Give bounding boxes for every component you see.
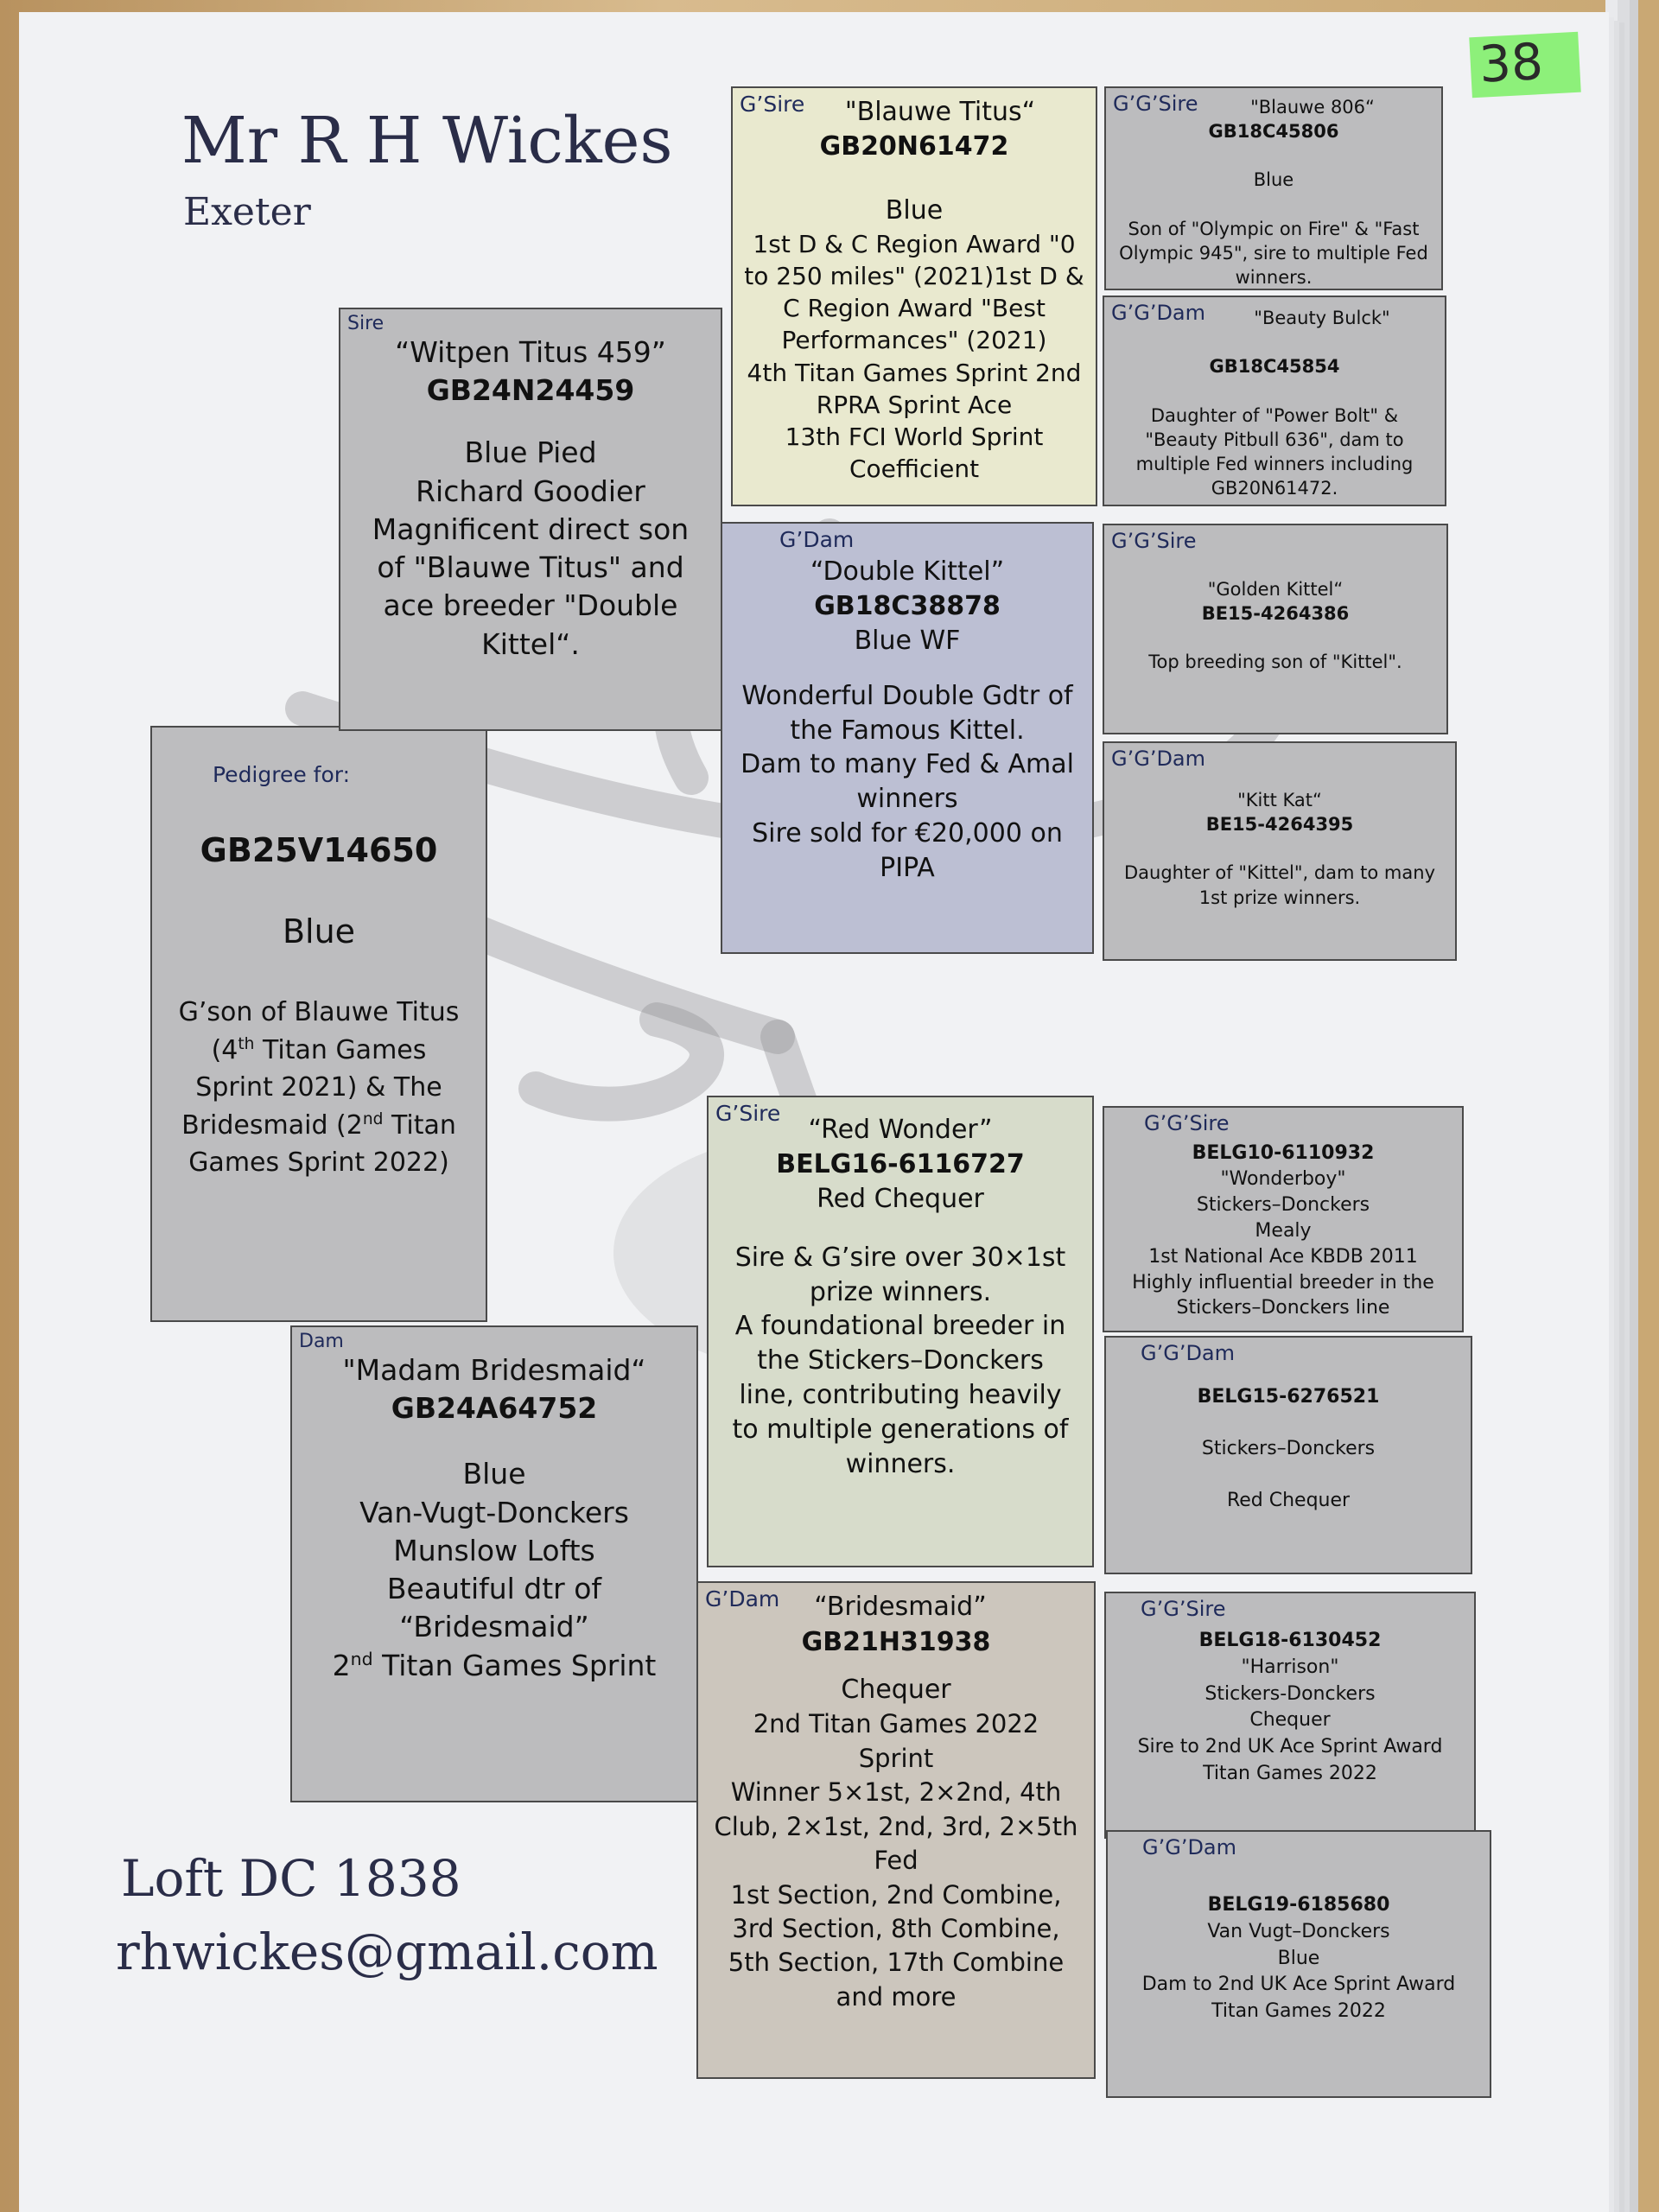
gdam-sire-name: “Double Kittel” bbox=[810, 556, 1005, 587]
sire-box: Sire “Witpen Titus 459” GB24N24459 Blue Pied Richard Goodier Magnificent direct son of "Blauwe Titus" and ace breeder "Double Kittel“. bbox=[339, 308, 722, 731]
owner-town: Exeter bbox=[183, 190, 311, 234]
gg-dam-6-label: G’G’Dam bbox=[1141, 1341, 1236, 1365]
gsire-dam-box: G’Sire “Red Wonder” BELG16-6116727 Red Chequer Sire & G’sire over 30×1st prize winners. A foundational breeder in the Stickers–Donckers line, contributing heavily to multiple generations of winners. bbox=[707, 1096, 1094, 1567]
dam-name: "Madam Bridesmaid“ bbox=[342, 1353, 646, 1387]
gg-sire-1-label: G’G’Sire bbox=[1113, 92, 1198, 116]
loft-number: Loft DC 1838 bbox=[121, 1849, 461, 1908]
gg-dam-4-label: G’G’Dam bbox=[1111, 747, 1206, 771]
gsire-sire-box: G’Sire "Blauwe Titus“ GB20N61472 Blue 1st D & C Region Award "0 to 250 miles" (2021)1st D & C Region Award "Best Performances" (2021) 4th Titan Games Sprint 2nd RPRA Sprint Ace 13th FCI World Sprint Coefficient bbox=[731, 86, 1097, 506]
subject-label: Pedigree for: bbox=[213, 762, 351, 787]
page-number-sticker bbox=[1469, 32, 1580, 98]
gdam-dam-box: G’Dam “Bridesmaid” GB21H31938 Chequer 2nd Titan Games 2022 Sprint Winner 5×1st, 2×2nd, 4th Club, 2×1st, 2nd, 3rd, 2×5th Fed 1st Section, 2nd Combine, 3rd Section, 8th Combine, 5th Section, 17th Combine and more bbox=[696, 1581, 1096, 2079]
gsire-dam-label: G’Sire bbox=[715, 1101, 781, 1126]
gsire-sire-ring: GB20N61472 bbox=[819, 130, 1009, 162]
sire-name: “Witpen Titus 459” bbox=[395, 335, 666, 369]
gdam-sire-label: G’Dam bbox=[779, 527, 855, 552]
gdam-dam-name: “Bridesmaid” bbox=[814, 1592, 987, 1622]
gsire-dam-colour: Red Chequer bbox=[817, 1183, 984, 1214]
gg-sire-3-box: G’G’Sire "Golden Kittel“ BE15-4264386 Top breeding son of "Kittel". bbox=[1103, 524, 1448, 734]
gg-dam-6-box: G’G’Dam BELG15-6276521 Stickers–Donckers Red Chequer bbox=[1104, 1336, 1472, 1574]
gg-dam-2-label: G’G’Dam bbox=[1111, 301, 1206, 325]
gsire-dam-ring: BELG16-6116727 bbox=[776, 1148, 1025, 1179]
owner-name: Mr R H Wickes bbox=[181, 104, 673, 178]
gdam-dam-label: G’Dam bbox=[705, 1586, 780, 1611]
gdam-sire-box: G’Dam “Double Kittel” GB18C38878 Blue WF Wonderful Double Gdtr of the Famous Kittel. Dam to many Fed & Amal winners Sire sold for €20,000 on PIPA bbox=[721, 522, 1094, 954]
gsire-sire-label: G’Sire bbox=[740, 92, 805, 117]
gg-sire-1-box: G’G’Sire "Blauwe 806“ GB18C45806 Blue Son of "Olympic on Fire" & "Fast Olympic 945", sire to multiple Fed winners. bbox=[1104, 86, 1443, 290]
gg-sire-5-label: G’G’Sire bbox=[1144, 1111, 1230, 1135]
gdam-sire-colour: Blue WF bbox=[854, 625, 961, 656]
gg-sire-7-label: G’G’Sire bbox=[1141, 1597, 1226, 1621]
contact-email: rhwickes@gmail.com bbox=[116, 1923, 658, 1981]
dam-label: Dam bbox=[299, 1331, 344, 1352]
gdam-sire-ring: GB18C38878 bbox=[814, 590, 1001, 621]
gg-dam-8-box: G’G’Dam BELG19-6185680 Van Vugt–Donckers Blue Dam to 2nd UK Ace Sprint Award Titan Games 2022 bbox=[1106, 1830, 1491, 2098]
gg-sire-7-box: G’G’Sire BELG18-6130452 "Harrison" Stickers-Donckers Chequer Sire to 2nd UK Ace Sprint Award Titan Games 2022 bbox=[1104, 1592, 1476, 1839]
subject-ring: GB25V14650 bbox=[200, 831, 438, 869]
page-number: 38 bbox=[1478, 31, 1545, 94]
gsire-dam-name: “Red Wonder” bbox=[808, 1115, 993, 1145]
gg-dam-4-box: G’G’Dam "Kitt Kat“ BE15-4264395 Daughter of "Kittel", dam to many 1st prize winners. bbox=[1103, 741, 1457, 961]
gdam-dam-ring: GB21H31938 bbox=[801, 1626, 991, 1657]
sire-label: Sire bbox=[347, 313, 385, 334]
gsire-sire-name: "Blauwe Titus“ bbox=[844, 97, 1036, 127]
subject-box bbox=[150, 726, 487, 1322]
gg-sire-3-label: G’G’Sire bbox=[1111, 529, 1197, 553]
sire-ring: GB24N24459 bbox=[426, 373, 635, 408]
dam-ring: GB24A64752 bbox=[391, 1391, 598, 1426]
gg-sire-5-box: G’G’Sire BELG10-6110932 "Wonderboy" Stickers–Donckers Mealy 1st National Ace KBDB 2011 Highly influential breeder in the Stickers–Donckers line bbox=[1103, 1106, 1464, 1332]
gg-dam-2-box: G’G’Dam "Beauty Bulck" GB18C45854 Daughter of "Power Bolt" & "Beauty Pitbull 636", dam to multiple Fed winners including GB20N61472. bbox=[1103, 296, 1446, 506]
gg-dam-8-label: G’G’Dam bbox=[1142, 1835, 1237, 1859]
subject-notes: G’son of Blauwe Titus (4th Titan Games Sprint 2021) & The Bridesmaid (2nd Titan Games Sprint 2022) bbox=[178, 997, 460, 1178]
dam-box: Dam "Madam Bridesmaid“ GB24A64752 Blue Van-Vugt-Donckers Munslow Lofts Beautiful dtr of “Bridesmaid” 2nd Titan Games Sprint bbox=[290, 1325, 698, 1802]
subject-colour: Blue bbox=[282, 912, 356, 950]
